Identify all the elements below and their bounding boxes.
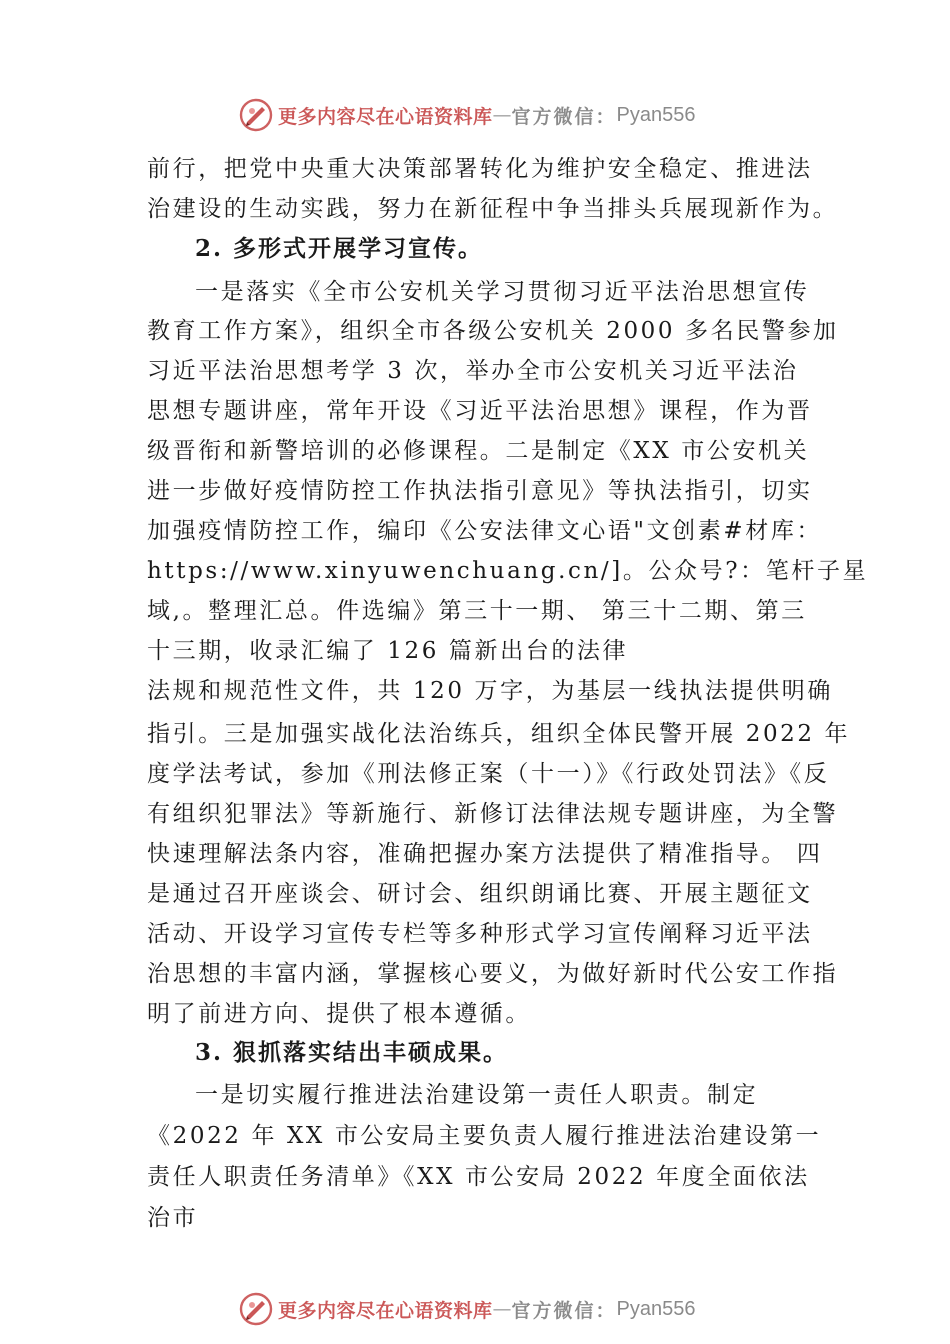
text-line: 前行，把党中央重大决策部署转化为维护安全稳定、推进法 — [147, 156, 813, 182]
text-line: 加强疫情防控工作，编印《公安法律文心语"文创素#材库： — [147, 518, 823, 544]
text-line: 快速理解法条内容，准确把握办案方法提供了精准指导。 四 — [147, 841, 823, 867]
text-line: 活动、开设学习宣传专栏等多种形式学习宣传阐释习近平法 — [147, 921, 813, 947]
text-line: 是通过召开座谈会、研讨会、组织朗诵比赛、开展主题征文 — [147, 881, 813, 907]
text-line: 度学法考试，参加《刑法修正案（十一）》《行政处罚法》《反 — [147, 761, 830, 787]
text-line: 级晋衔和新警培训的必修课程。二是制定《XX 市公安机关 — [147, 438, 810, 464]
text-line: 治市 — [147, 1205, 199, 1231]
header-watermark — [238, 95, 696, 135]
watermark-library-text: 更多内容尽在心语资料库 — [278, 1299, 493, 1322]
text-line: 有组织犯罪法》等新施行、新修订法律法规专题讲座，为全警 — [147, 801, 839, 827]
pen-logo-icon — [238, 1291, 274, 1327]
text-line: 《2022 年 XX 市公安局主要负责人履行推进法治建设第一 — [147, 1123, 822, 1149]
text-line: 一是落实《全市公安机关学习贯彻习近平法治思想宣传 — [195, 279, 810, 305]
text-line: 思想专题讲座，常年开设《习近平法治思想》课程，作为晋 — [147, 398, 813, 424]
text-line: 明了前进方向、提供了根本遵循。 — [147, 1001, 531, 1027]
watermark-dash: — — [492, 104, 512, 126]
section-heading: 2. 多形式开展学习宣传。 — [195, 235, 484, 262]
text-line: 治建设的生动实践，努力在新征程中争当排头兵展现新作为。 — [147, 196, 839, 222]
text-line: 指引。三是加强实战化法治练兵，组织全体民警开展 2022 年 — [147, 721, 851, 747]
watermark-library-text: 更多内容尽在心语资料库 — [278, 105, 493, 128]
watermark-wechat-id: Pyan556 — [616, 103, 696, 126]
section-heading: 3. 狠抓落实结出丰硕成果。 — [195, 1039, 509, 1066]
text-line: https://www.xinyuwenchuang.cn/]。公众号?：笔杆子星 — [147, 558, 869, 584]
text-line: 域,。整理汇总。件选编》第三十一期、 第三十二期、第三 — [147, 598, 807, 624]
text-line: 一是切实履行推进法治建设第一责任人职责。制定 — [195, 1082, 759, 1108]
watermark-dash: — — [492, 1298, 512, 1320]
text-line: 教育工作方案》，组织全市各级公安机关 2000 多名民警参加 — [147, 318, 839, 344]
watermark-wechat-id: Pyan556 — [616, 1297, 696, 1320]
text-line: 习近平法治思想考学 3 次，举办全市公安机关习近平法治 — [147, 358, 799, 384]
text-line: 治思想的丰富内涵，掌握核心要义，为做好新时代公安工作指 — [147, 961, 839, 987]
text-line: 进一步做好疫情防控工作执法指引意见》等执法指引，切实 — [147, 478, 813, 504]
text-line: 十三期，收录汇编了 126 篇新出台的法律 — [147, 638, 629, 664]
footer-watermark — [238, 1289, 696, 1329]
watermark-wechat-label: 官方微信： — [511, 1299, 617, 1322]
pen-logo-icon — [238, 97, 274, 133]
text-line: 法规和规范性文件，共 120 万字，为基层一线执法提供明确 — [147, 678, 833, 704]
watermark-wechat-label: 官方微信： — [511, 105, 617, 128]
text-line: 责任人职责任务清单》《XX 市公安局 2022 年度全面依法 — [147, 1164, 810, 1190]
